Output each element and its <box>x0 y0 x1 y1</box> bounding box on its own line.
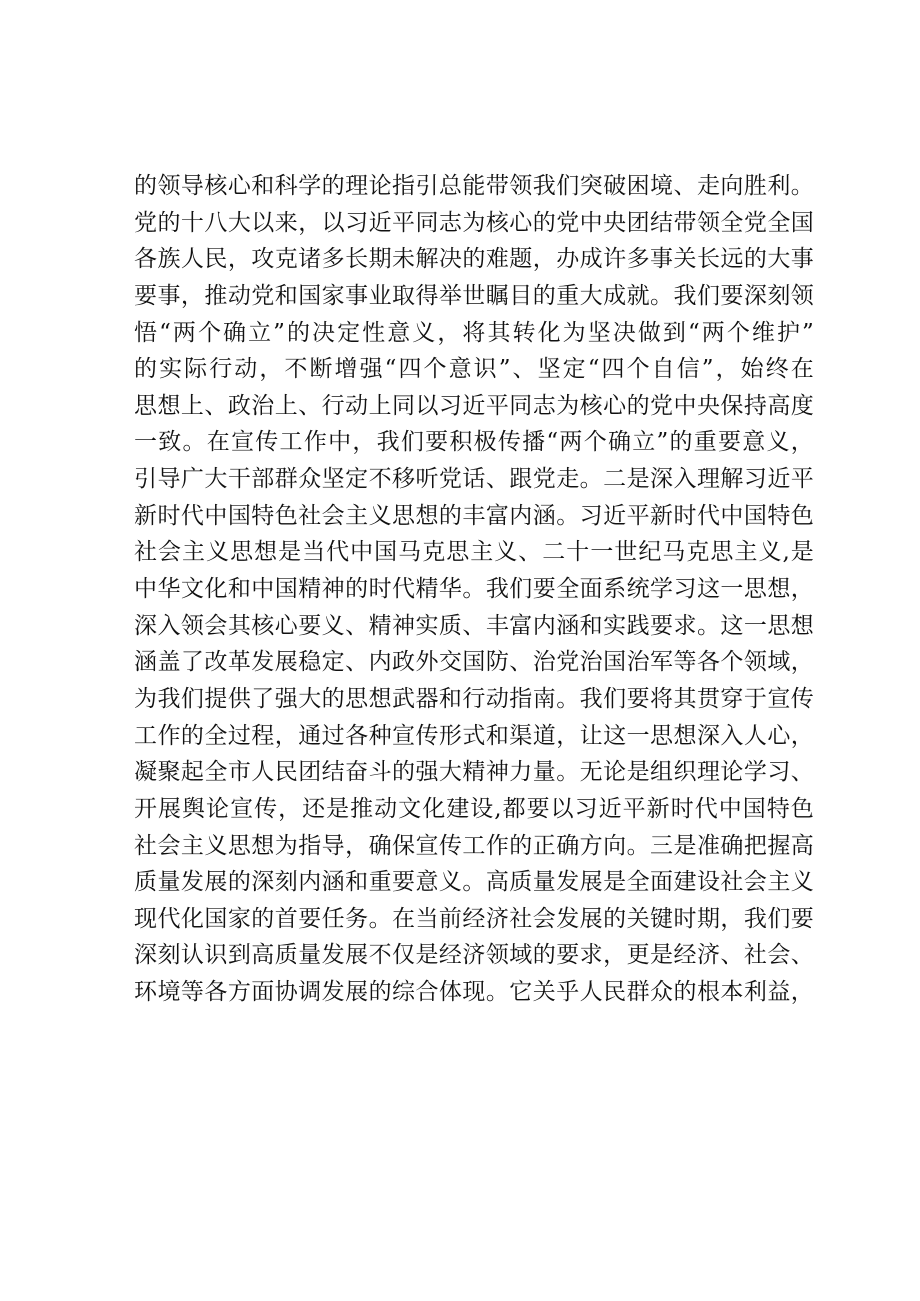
text-line: 社会主义思想为指导，确保宣传工作的正确方向。三是准确把握高 <box>134 832 814 859</box>
text-line: 悟“两个确立”的决定性意义，将其转化为坚决做到“两个维护” <box>134 319 814 346</box>
text-line: 一致。在宣传工作中，我们要积极传播“两个确立”的重要意义， <box>134 429 814 456</box>
text-line: 工作的全过程，通过各种宣传形式和渠道，让这一思想深入人心， <box>134 722 814 749</box>
text-line: 党的十八大以来，以习近平同志为核心的党中央团结带领全党全国 <box>134 209 814 236</box>
text-line: 社会主义思想是当代中国马克思主义、二十一世纪马克思主义,是 <box>134 539 814 566</box>
text-line: 质量发展的深刻内涵和重要意义。高质量发展是全面建设社会主义 <box>134 869 814 896</box>
text-line: 环境等各方面协调发展的综合体现。它关乎人民群众的根本利益， <box>134 979 814 1006</box>
text-line: 思想上、政治上、行动上同以习近平同志为核心的党中央保持高度 <box>134 392 814 419</box>
text-line: 凝聚起全市人民团结奋斗的强大精神力量。无论是组织理论学习、 <box>134 759 814 786</box>
text-line: 现代化国家的首要任务。在当前经济社会发展的关键时期，我们要 <box>134 905 814 932</box>
text-line: 的领导核心和科学的理论指引总能带领我们突破困境、走向胜利。 <box>134 173 814 199</box>
body-text <box>134 168 814 1011</box>
text-line: 深入领会其核心要义、精神实质、丰富内涵和实践要求。这一思想 <box>134 612 814 639</box>
text-line: 要事，推动党和国家事业取得举世瞩目的重大成就。我们要深刻领 <box>134 282 814 309</box>
text-line: 涵盖了改革发展稳定、内政外交国防、治党治国治军等各个领域， <box>134 649 814 676</box>
text-line: 新时代中国特色社会主义思想的丰富内涵。习近平新时代中国特色 <box>134 502 814 529</box>
text-line: 深刻认识到高质量发展不仅是经济领域的要求，更是经济、社会、 <box>134 942 814 969</box>
text-line: 引导广大干部群众坚定不移听党话、跟党走。二是深入理解习近平 <box>134 466 814 493</box>
text-line: 为我们提供了强大的思想武器和行动指南。我们要将其贯穿于宣传 <box>134 685 814 712</box>
text-line: 的实际行动，不断增强“四个意识”、坚定“四个自信”，始终在 <box>134 356 814 383</box>
text-line: 中华文化和中国精神的时代精华。我们要全面系统学习这一思想， <box>134 576 814 603</box>
text-line: 各族人民，攻克诸多长期未解决的难题，办成许多事关长远的大事 <box>134 246 814 273</box>
text-line: 开展舆论宣传，还是推动文化建设,都要以习近平新时代中国特色 <box>134 795 814 822</box>
